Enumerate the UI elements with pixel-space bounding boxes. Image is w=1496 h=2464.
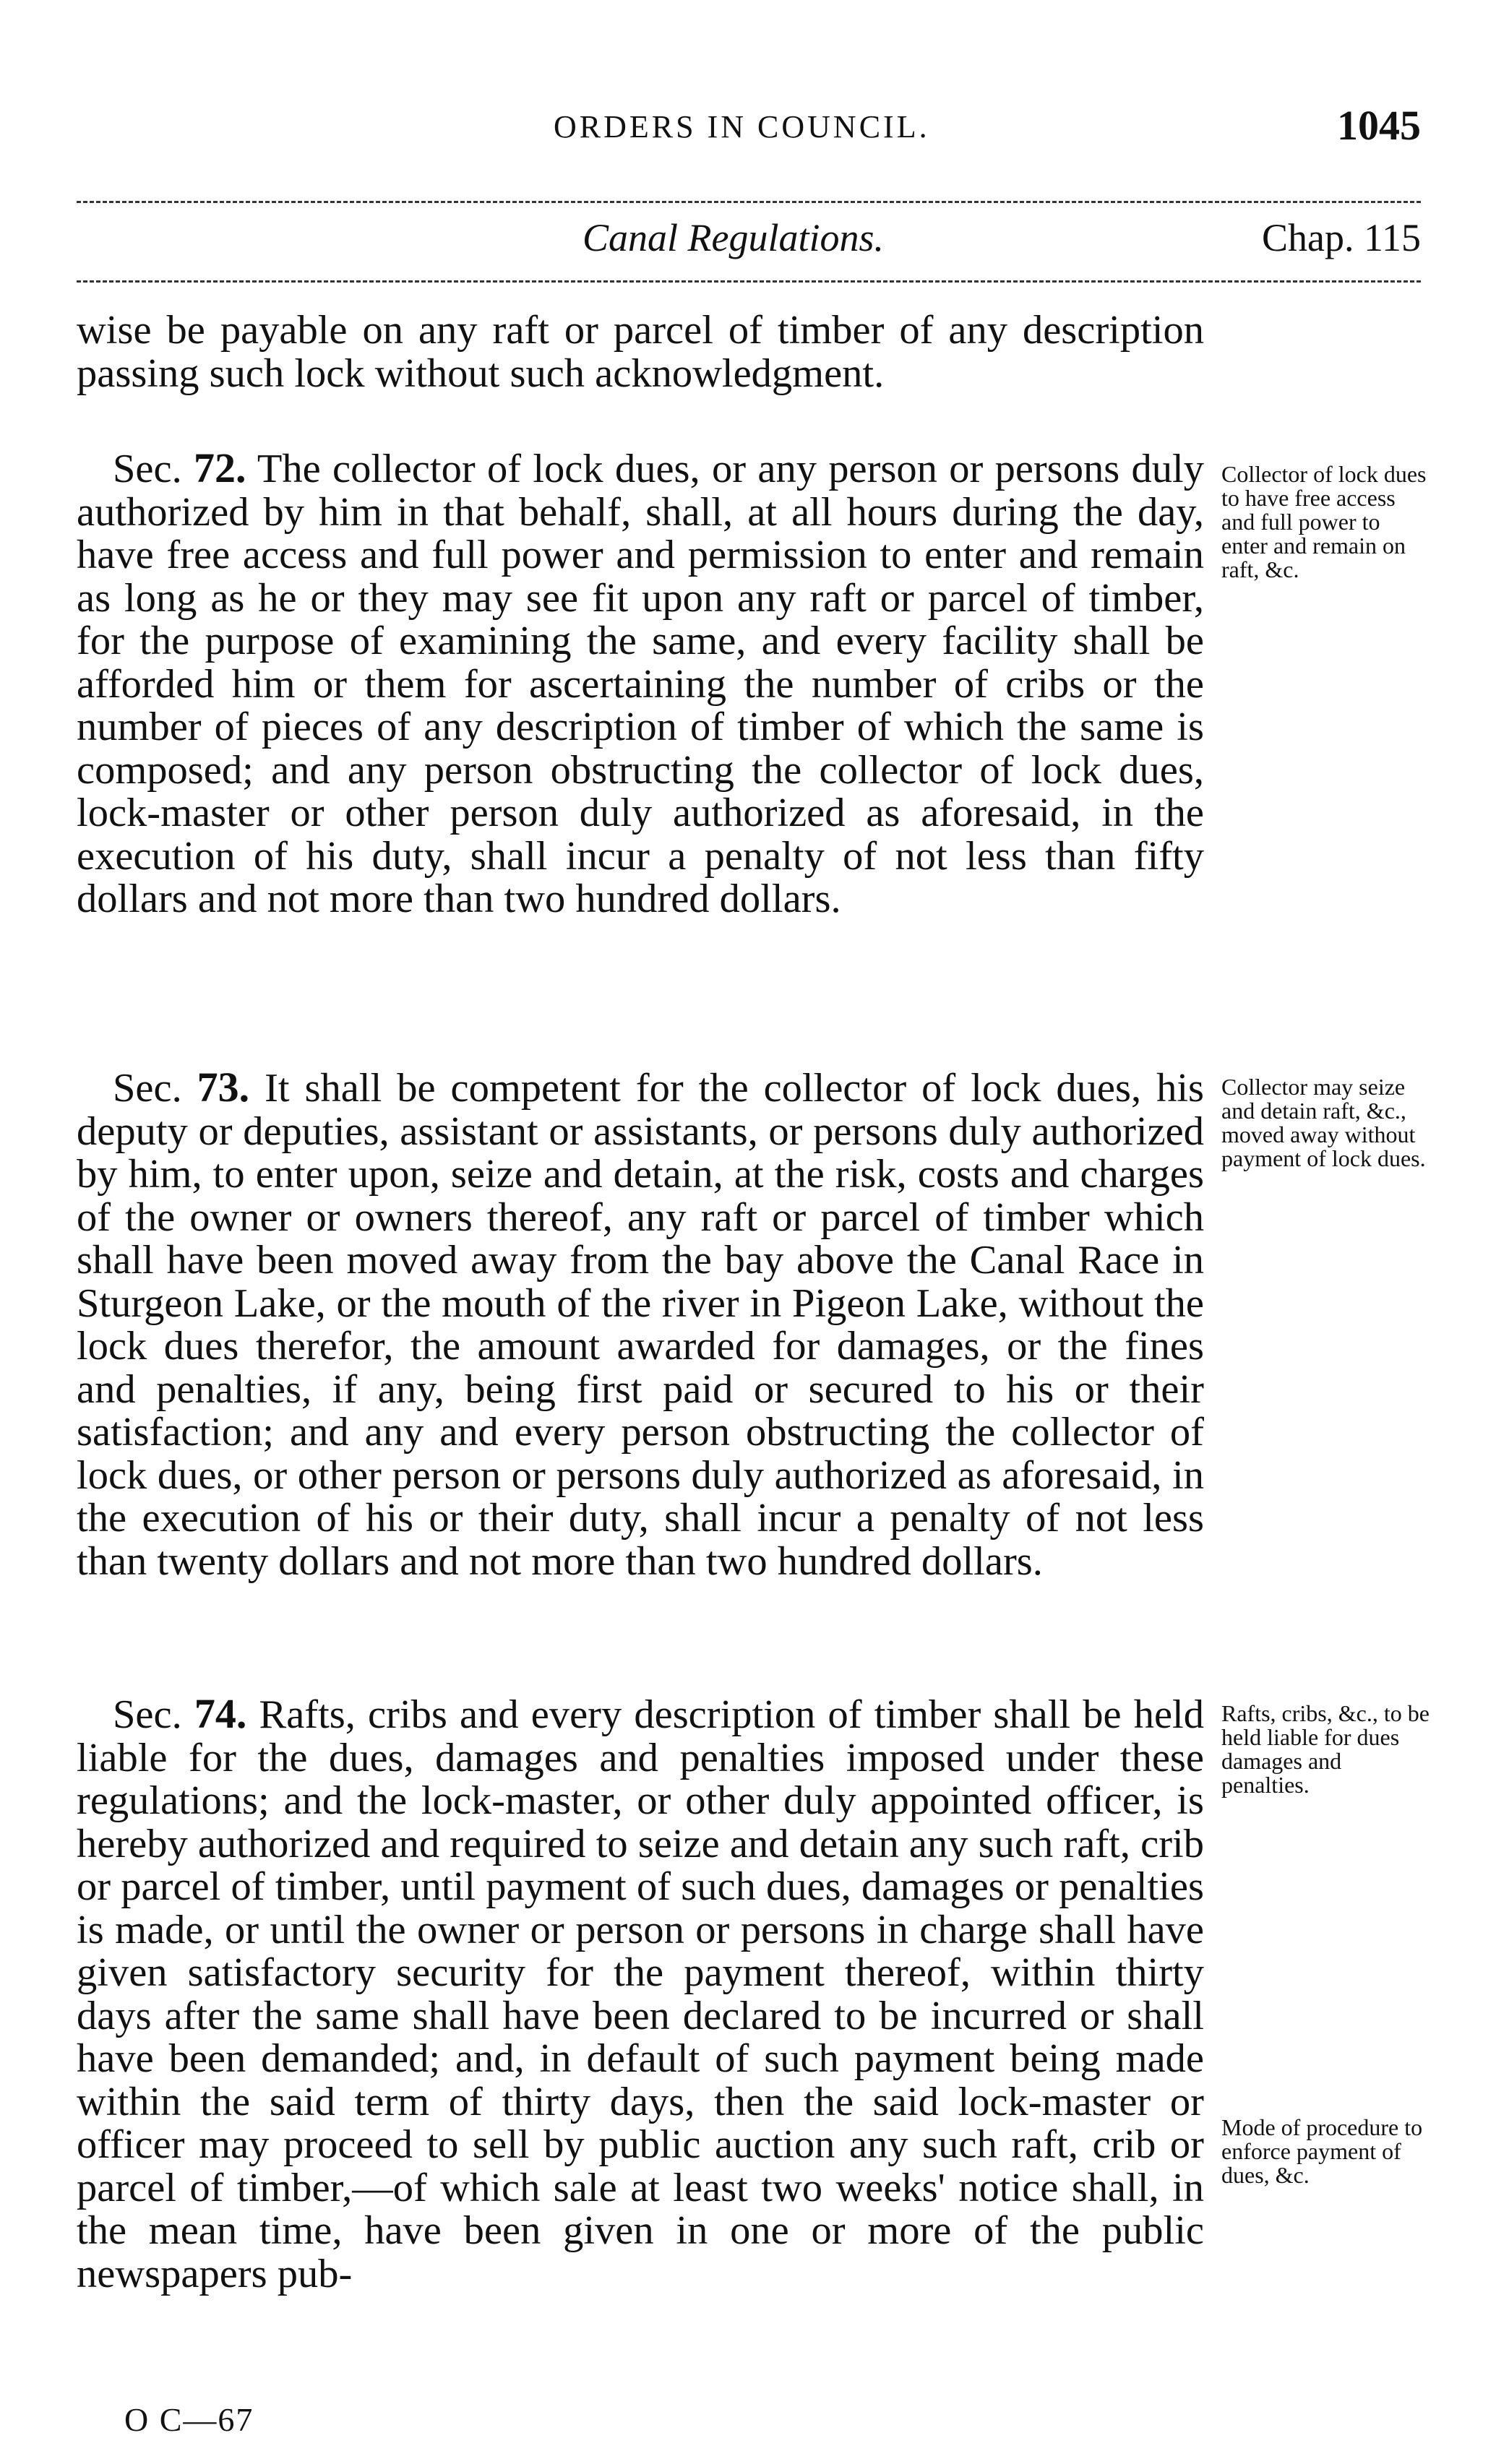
section-prefix: Sec. <box>113 1066 182 1111</box>
margin-note-sec72: Collector of lock dues to have free access and full power to enter and remain on raft, &c. <box>1221 461 1427 582</box>
page-number: 1045 <box>1337 102 1421 149</box>
subject-title: Canal Regulations. <box>583 216 884 259</box>
running-head <box>77 101 1421 159</box>
section-72 <box>77 444 1204 921</box>
footer-signature: O C—67 <box>124 2401 254 2438</box>
section-number: 72. <box>194 444 246 491</box>
section-text: The collector of lock dues, or any person or persons duly authorized by him in that behalf, shall, at all hours during the day, have free access and full power and permission to enter and remain as long as he or they may see fit upon any raft or parcel of timber, for the purpose of examining the same, and every facility shall be afforded him or them for ascertaining the number of cribs or the number of pieces of any description of timber of which the same is composed; and any person obstructing the collector of lock dues, lock-master or other person duly authorized as aforesaid, in the execution of his duty, shall incur a penalty of not less than fifty dollars and not more than two hundred dollars. <box>77 447 1204 921</box>
section-74 <box>77 1692 1204 2296</box>
section-text: Rafts, cribs and every description of timber shall be held liable for the dues, damages and penalties imposed under these regulations; and the lock-master, or other duly appointed officer, is hereby authorized and required to seize and detain any such raft, crib or parcel of timber, until payment of such dues, damages or penalties is made, or until the owner or person or persons in charge shall have given satisfactory security for the payment thereof, within thirty days after the same shall have been declared to be incurred or shall have been demanded; and, in default of such payment being made within the said term of thirty days, then the said lock-master or officer may proceed to sell by public auction any such raft, crib or parcel of timber,—of which sale at least two weeks' notice shall, in the mean time, have been given in one or more of the public newspapers pub- <box>77 1692 1205 2296</box>
subhead <box>77 215 1421 273</box>
header-rule-top <box>77 201 1421 203</box>
section-prefix: Sec. <box>113 1692 182 1737</box>
section-text: It shall be competent for the collector of lock dues, his deputy or deputies, assistant or assistants, or persons duly authorized by him, to enter upon, seize and detain, at the risk, costs and charges of the owner or owners thereof, any raft or parcel of timber which shall have been moved away from the bay above the Canal Race in Sturgeon Lake, or the mouth of the river in Pigeon Lake, without the lock dues therefor, the amount awarded for damages, or the fines and penalties, if any, being first paid or secured to his or their satisfaction; and any and every person obstructing the collector of lock dues, or other person or persons duly authorized as aforesaid, in the execution of his or their duty, shall incur a penalty of not less than twenty dollars and not more than two hundred dollars. <box>77 1066 1204 1584</box>
margin-note-sec73: Collector may seize and detain raft, &c., moved away without payment of lock dues. <box>1221 1074 1426 1171</box>
section-number: 73. <box>197 1064 250 1111</box>
continuation-paragraph: wise be payable on any raft or parcel of timber of any description passing such lock without such acknowledgment. <box>77 308 1204 396</box>
section-prefix: Sec. <box>113 447 182 491</box>
section-73 <box>77 1066 1204 1583</box>
header-rule-bottom <box>77 280 1421 283</box>
margin-note-sec74a: Rafts, cribs, &c., to be held liable for dues damages and penalties. <box>1221 1700 1430 1798</box>
chapter-label: Chap. 115 <box>1262 216 1421 259</box>
section-number: 74. <box>194 1690 247 1737</box>
running-title: ORDERS IN COUNCIL. <box>554 109 930 145</box>
margin-note-sec74b: Mode of procedure to enforce payment of dues, &c. <box>1221 2114 1423 2188</box>
